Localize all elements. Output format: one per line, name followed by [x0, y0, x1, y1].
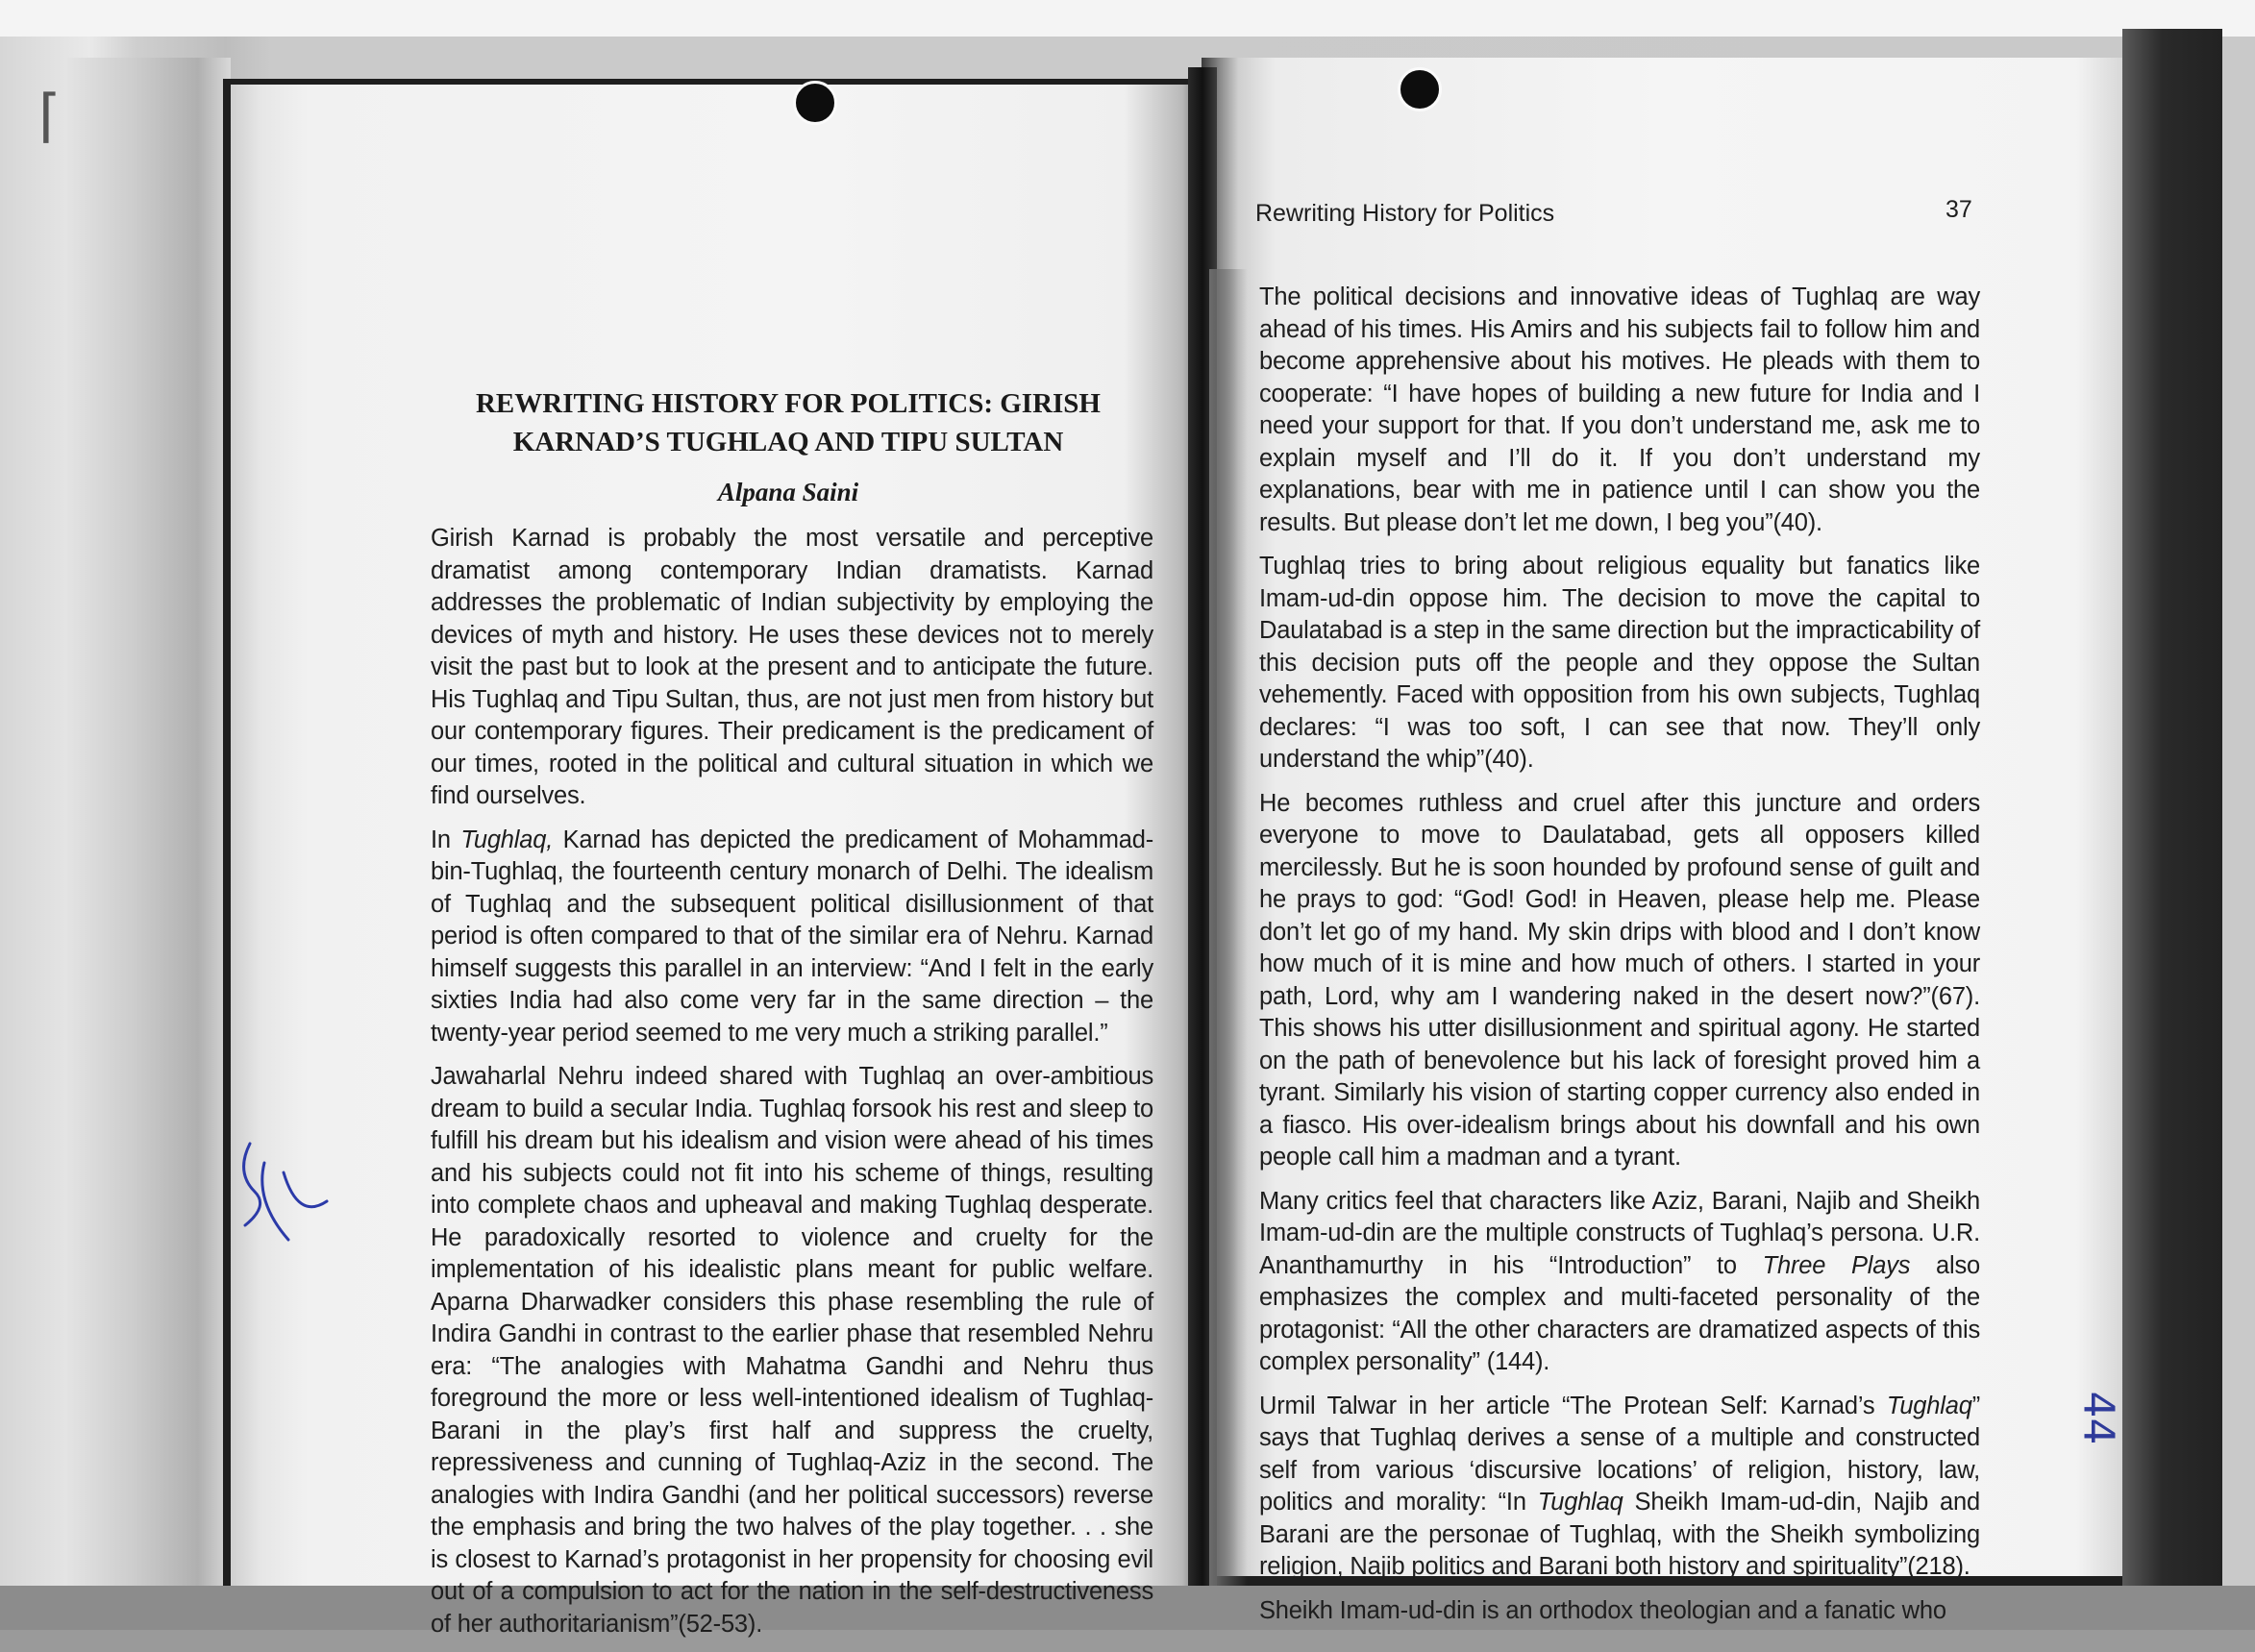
page-number: 37 — [1945, 196, 1972, 223]
left-page-body — [431, 523, 1153, 1652]
right-page-body — [1259, 282, 1980, 1639]
article-author: Alpana Saini — [717, 478, 859, 506]
p5-a: Urmil Talwar in her article “The Protean Self: Karnad’s — [1259, 1392, 1875, 1419]
gutter-shadow — [1209, 269, 1248, 1586]
right-paragraph-1: The political decisions and innovative ideas of Tughlaq are way ahead of his times. His Amirs and his subjects fail to follow him and become apprehensive about his motives. He pleads with them to cooperate: “I have hopes of building a new future for India and I need your support for that. If you don’t understand me, ask me to explain myself and I’ll do it. If you don’t understand my explanations, bear with me in patience until I can show you the results. But please don’t let me down, I beg you”(40). — [1259, 284, 1980, 536]
title-line-1: REWRITING HISTORY FOR POLITICS: GIRISH — [475, 388, 1101, 419]
margin-bracket-mark: ⌈ — [38, 83, 62, 150]
left-paragraph-2 — [431, 825, 1153, 1050]
left-paragraph-1: Girish Karnad is probably the most versatile and perceptive dramatist among contemporary Indian dramatists. Karnad addresses the problematic of Indian subjectivity by employing the devices of myth and history. He uses these devices not to merely visit the past but to look at the present and to anticipate the future. His Tughlaq and Tipu Sultan, thus, are not just men from history but our contemporary figures. Their predicament is the predicament of our times, rooted in the political and cultural situation in which we find ourselves. — [431, 525, 1153, 809]
p4-a: Many critics feel that characters like Aziz, Barani, Najib and Sheikh Imam-ud-din are the multiple constructs of Tughlaq’s persona. U.R. Ananthamurthy in his “Introduction” to — [1259, 1187, 1980, 1279]
handwritten-pen-mark — [231, 1134, 346, 1269]
left-paragraph-3: Jawaharlal Nehru indeed shared with Tughlaq an over-ambitious dream to build a secular India. Tughlaq forsook his rest and sleep to fulfill his dream but his idealism and vision were ahead of his times and his subjects could not fit into his scheme of things, resulting into complete chaos and upheaval and making Tughlaq desperate. He paradoxically resorted to violence and cruelty for the implementation of his idealistic plans meant for public welfare. Aparna Dharwadker considers this phase resembling the rule of Indira Gandhi in contrast to the earlier phase that resembled Nehru era: “The analogies with Mahatma Gandhi and Nehru thus foreground the more or less well-intentioned idealism of Tughlaq-Barani in the play’s first half and suppress the cruelty, repressiveness and cunning of Tughlaq-Aziz in the second. The analogies with Indira Gandhi (and her political successors) reverse the emphasis and bring the two halves of the play together. . . she is closest to Karnad’s protagonist in her propensity for choosing evil out of a compulsion to act for the nation in the self-destructiveness of her authoritarianism”(52-53). — [431, 1063, 1153, 1638]
right-paragraph-3: He becomes ruthless and cruel after this juncture and orders everyone to move to Daulatabad, gets all opposers killed mercilessly. But he is soon hounded by profound sense of guilt and he prays to god: “God! God! in Heaven, please help me. Please don’t let go of my hand. My skin drips with blood and I don’t know how much of it is mine and how much of others. I started in your path, Lord, why am I wandering naked in the desert now?”(67). This shows his utter disillusionment and spiritual agony. He started on the path of benevolence but his lack of foresight proved him a tyrant. Similarly his vision of starting copper currency also ended in a fiasco. His over-idealism brings about his downfall and his own people call him a madman and a tyrant. — [1259, 789, 1980, 1171]
p5-c: Sheikh Imam-ud-din, Najib and Barani are the personae of Tughlaq, with the Sheikh symbolizing religion, Najib politics and Barani both history and spirituality”(218). — [1259, 1489, 1980, 1580]
handwritten-page-count: 44 — [2073, 1391, 2123, 1445]
p4-italic-title: Three Plays — [1762, 1251, 1911, 1279]
title-line-2: KARNAD’S TUGHLAQ AND TIPU SULTAN — [512, 427, 1064, 457]
p5-b: ” says that Tughlaq derives a sense of a multiple and constructed self from various ‘discursive locations’ of religion, history, law, politics and morality: “In — [1259, 1392, 1980, 1516]
article-title — [423, 384, 1153, 461]
p4-b: also emphasizes the complex and multi-faceted personality of the protagonist: “All the other characters are dramatized aspects of this complex personality” (144). — [1259, 1251, 1981, 1375]
right-paragraph-4 — [1259, 1186, 1980, 1379]
right-paragraph-2: Tughlaq tries to bring about religious equality but fanatics like Imam-ud-din oppose him. The decision to move the capital to Daulatabad is a step in the same direction but the impracticability of this decision puts off the people and they oppose the Sultan vehemently. Faced with opposition from his own subjects, Tughlaq declares: “I was too soft, I can see that now. They’ll only understand the whip”(40). — [1259, 553, 1980, 773]
p5-italic-2: Tughlaq — [1537, 1489, 1623, 1516]
right-paragraph-6: Sheikh Imam-ud-din is an orthodox theologian and a fanatic who — [1259, 1596, 1946, 1624]
p5-italic-1: Tughlaq — [1886, 1392, 1972, 1419]
punch-hole-right — [1398, 67, 1442, 111]
right-paragraph-5 — [1259, 1391, 1980, 1584]
punch-hole-left — [793, 81, 837, 125]
right-book-edge — [2122, 29, 2222, 1586]
left-page-stack — [67, 58, 231, 1586]
p2-in: In — [431, 826, 451, 853]
scan-top-margin — [0, 0, 2255, 37]
p2-italic-title: Tughlaq, — [460, 826, 554, 853]
p2-rest: Karnad has depicted the predicament of Mohammad-bin-Tughlaq, the fourteenth century monarch of Delhi. The idealism of Tughlaq and the subsequent political disillusionment of that period is often compared to that of the similar era of Nehru. Karnad himself suggests this parallel in an interview: “And I felt in the early sixties India had also come very far in the same direction – the twenty-year period seemed to me very much a striking parallel.” — [431, 826, 1153, 1047]
running-head: Rewriting History for Politics — [1255, 200, 1555, 227]
